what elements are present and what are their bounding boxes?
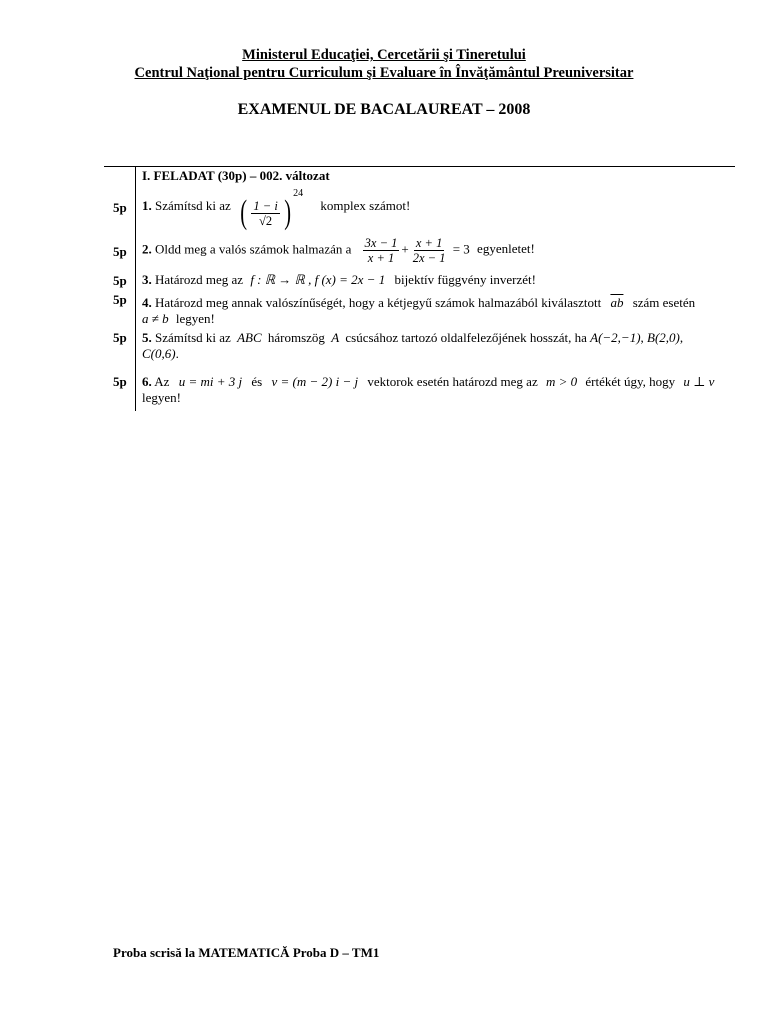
problem-1-fraction (251, 199, 279, 228)
section-title: I. FELADAT (30p) – 002. változat (142, 168, 330, 183)
problem-5-number: 5. (142, 330, 152, 345)
problem-2-fraction-2 (411, 236, 448, 265)
problem-4-number: 4. (142, 295, 152, 310)
problem-5-text-before: Számítsd ki az (155, 330, 231, 345)
fraction-2-denominator: 2x − 1 (412, 251, 446, 265)
problem-6-line2-text: legyen! (142, 390, 181, 405)
problem-6-perpendicular: u ⊥ v (683, 374, 715, 389)
problem-6-text-after: értékét úgy, hogy (585, 374, 676, 389)
problem-2 (142, 236, 535, 265)
problem-5-text-mid: háromszög (267, 330, 325, 345)
problem-2-text-before: Oldd meg a valós számok halmazán a (155, 241, 352, 257)
problem-6-and: és (251, 374, 263, 389)
problem-1-text-before: Számítsd ki az (155, 198, 231, 213)
center-name: Centrul Naţional pentru Curriculum şi Evaluare în Învăţământul Preuniversitar (134, 65, 634, 81)
problem-2-fraction-1 (363, 236, 400, 265)
problem-6-text-before: Az (154, 374, 170, 389)
problem-6 (142, 374, 714, 406)
problem-1 (142, 186, 411, 232)
problem-3-text-after: bijektív függvény inverzét! (394, 272, 536, 287)
problem-4-number-ab: $\overline{ab}$ (610, 295, 624, 310)
exam-title: EXAMENUL DE BACALAUREAT – 2008 (237, 101, 531, 118)
problem-2-text-after: egyenletet! (477, 241, 535, 257)
problem-3-number: 3. (142, 272, 152, 287)
problem-5-text-after: csúcsához tartozó oldalfelezőjének hosszát, ha (345, 330, 587, 345)
problem-5-point-c: C(0,6) (142, 346, 176, 361)
problem-4-line2-text: legyen! (175, 311, 215, 326)
problem-4-points: 5p (113, 292, 127, 307)
problem-6-text-mid: vektorok esetén határozd meg az (367, 374, 538, 389)
problem-3-text-before: Határozd meg az (155, 272, 244, 287)
fraction-denominator: √2 (259, 213, 273, 228)
points-column-divider (135, 166, 136, 411)
fraction-2-numerator: x + 1 (415, 236, 443, 250)
problem-5-point-b: B(2,0) (647, 330, 680, 345)
fraction-numerator: 1 − i (253, 198, 278, 213)
problem-3-function: f : ℝ → ℝ , f (x) = 2x − 1 (250, 272, 386, 287)
problem-2-number: 2. (142, 241, 152, 257)
problem-4-condition: a ≠ b (142, 311, 169, 326)
left-paren: ( (240, 194, 248, 232)
problem-5-points: 5p (113, 330, 127, 345)
problem-5-triangle: ABC (237, 330, 262, 345)
equation-rhs: = 3 (452, 241, 470, 257)
problem-6-v-definition: v = (m − 2) i − j (271, 374, 359, 389)
problem-5: 5. Számítsd ki az ABC háromszög A csúcsához tartozó oldalfelezőjének hosszát, ha A(−2,−1), B(2,0), C(0,6). (142, 330, 684, 361)
problem-3 (142, 272, 536, 288)
table-top-rule (104, 166, 735, 167)
problem-3-points: 5p (113, 273, 127, 288)
document-header (0, 46, 768, 82)
problem-6-u-definition: u = mi + 3 j (178, 374, 243, 389)
problem-1-text-after: komplex számot! (320, 198, 411, 213)
problem-6-number: 6. (142, 374, 152, 389)
problem-5-point-a: A(−2,−1) (590, 330, 641, 345)
page-footer: Proba scrisă la MATEMATICĂ Proba D – TM1 (113, 945, 380, 960)
problem-1-expression (238, 186, 304, 232)
problem-6-condition: m > 0 (545, 374, 578, 389)
fraction-1-denominator: x + 1 (367, 251, 395, 265)
problem-5-vertex: A (331, 330, 340, 345)
problem-4-text-before: Határozd meg annak valószínűségét, hogy a kétjegyű számok halmazából kiválasztott (155, 295, 602, 310)
problem-6-points: 5p (113, 374, 127, 389)
exponent: 24 (293, 188, 304, 199)
problem-2-points: 5p (113, 244, 127, 259)
plus-sign: + (401, 241, 409, 257)
problem-1-number: 1. (142, 198, 152, 213)
fraction-1-numerator: 3x − 1 (364, 236, 398, 250)
ministry-name: Ministerul Educaţiei, Cercetării şi Tineretului (242, 47, 526, 63)
right-paren: ) (284, 194, 291, 232)
problem-4-text-after: szám esetén (632, 295, 696, 310)
problem-1-points: 5p (113, 200, 127, 215)
problem-4 (142, 295, 695, 327)
